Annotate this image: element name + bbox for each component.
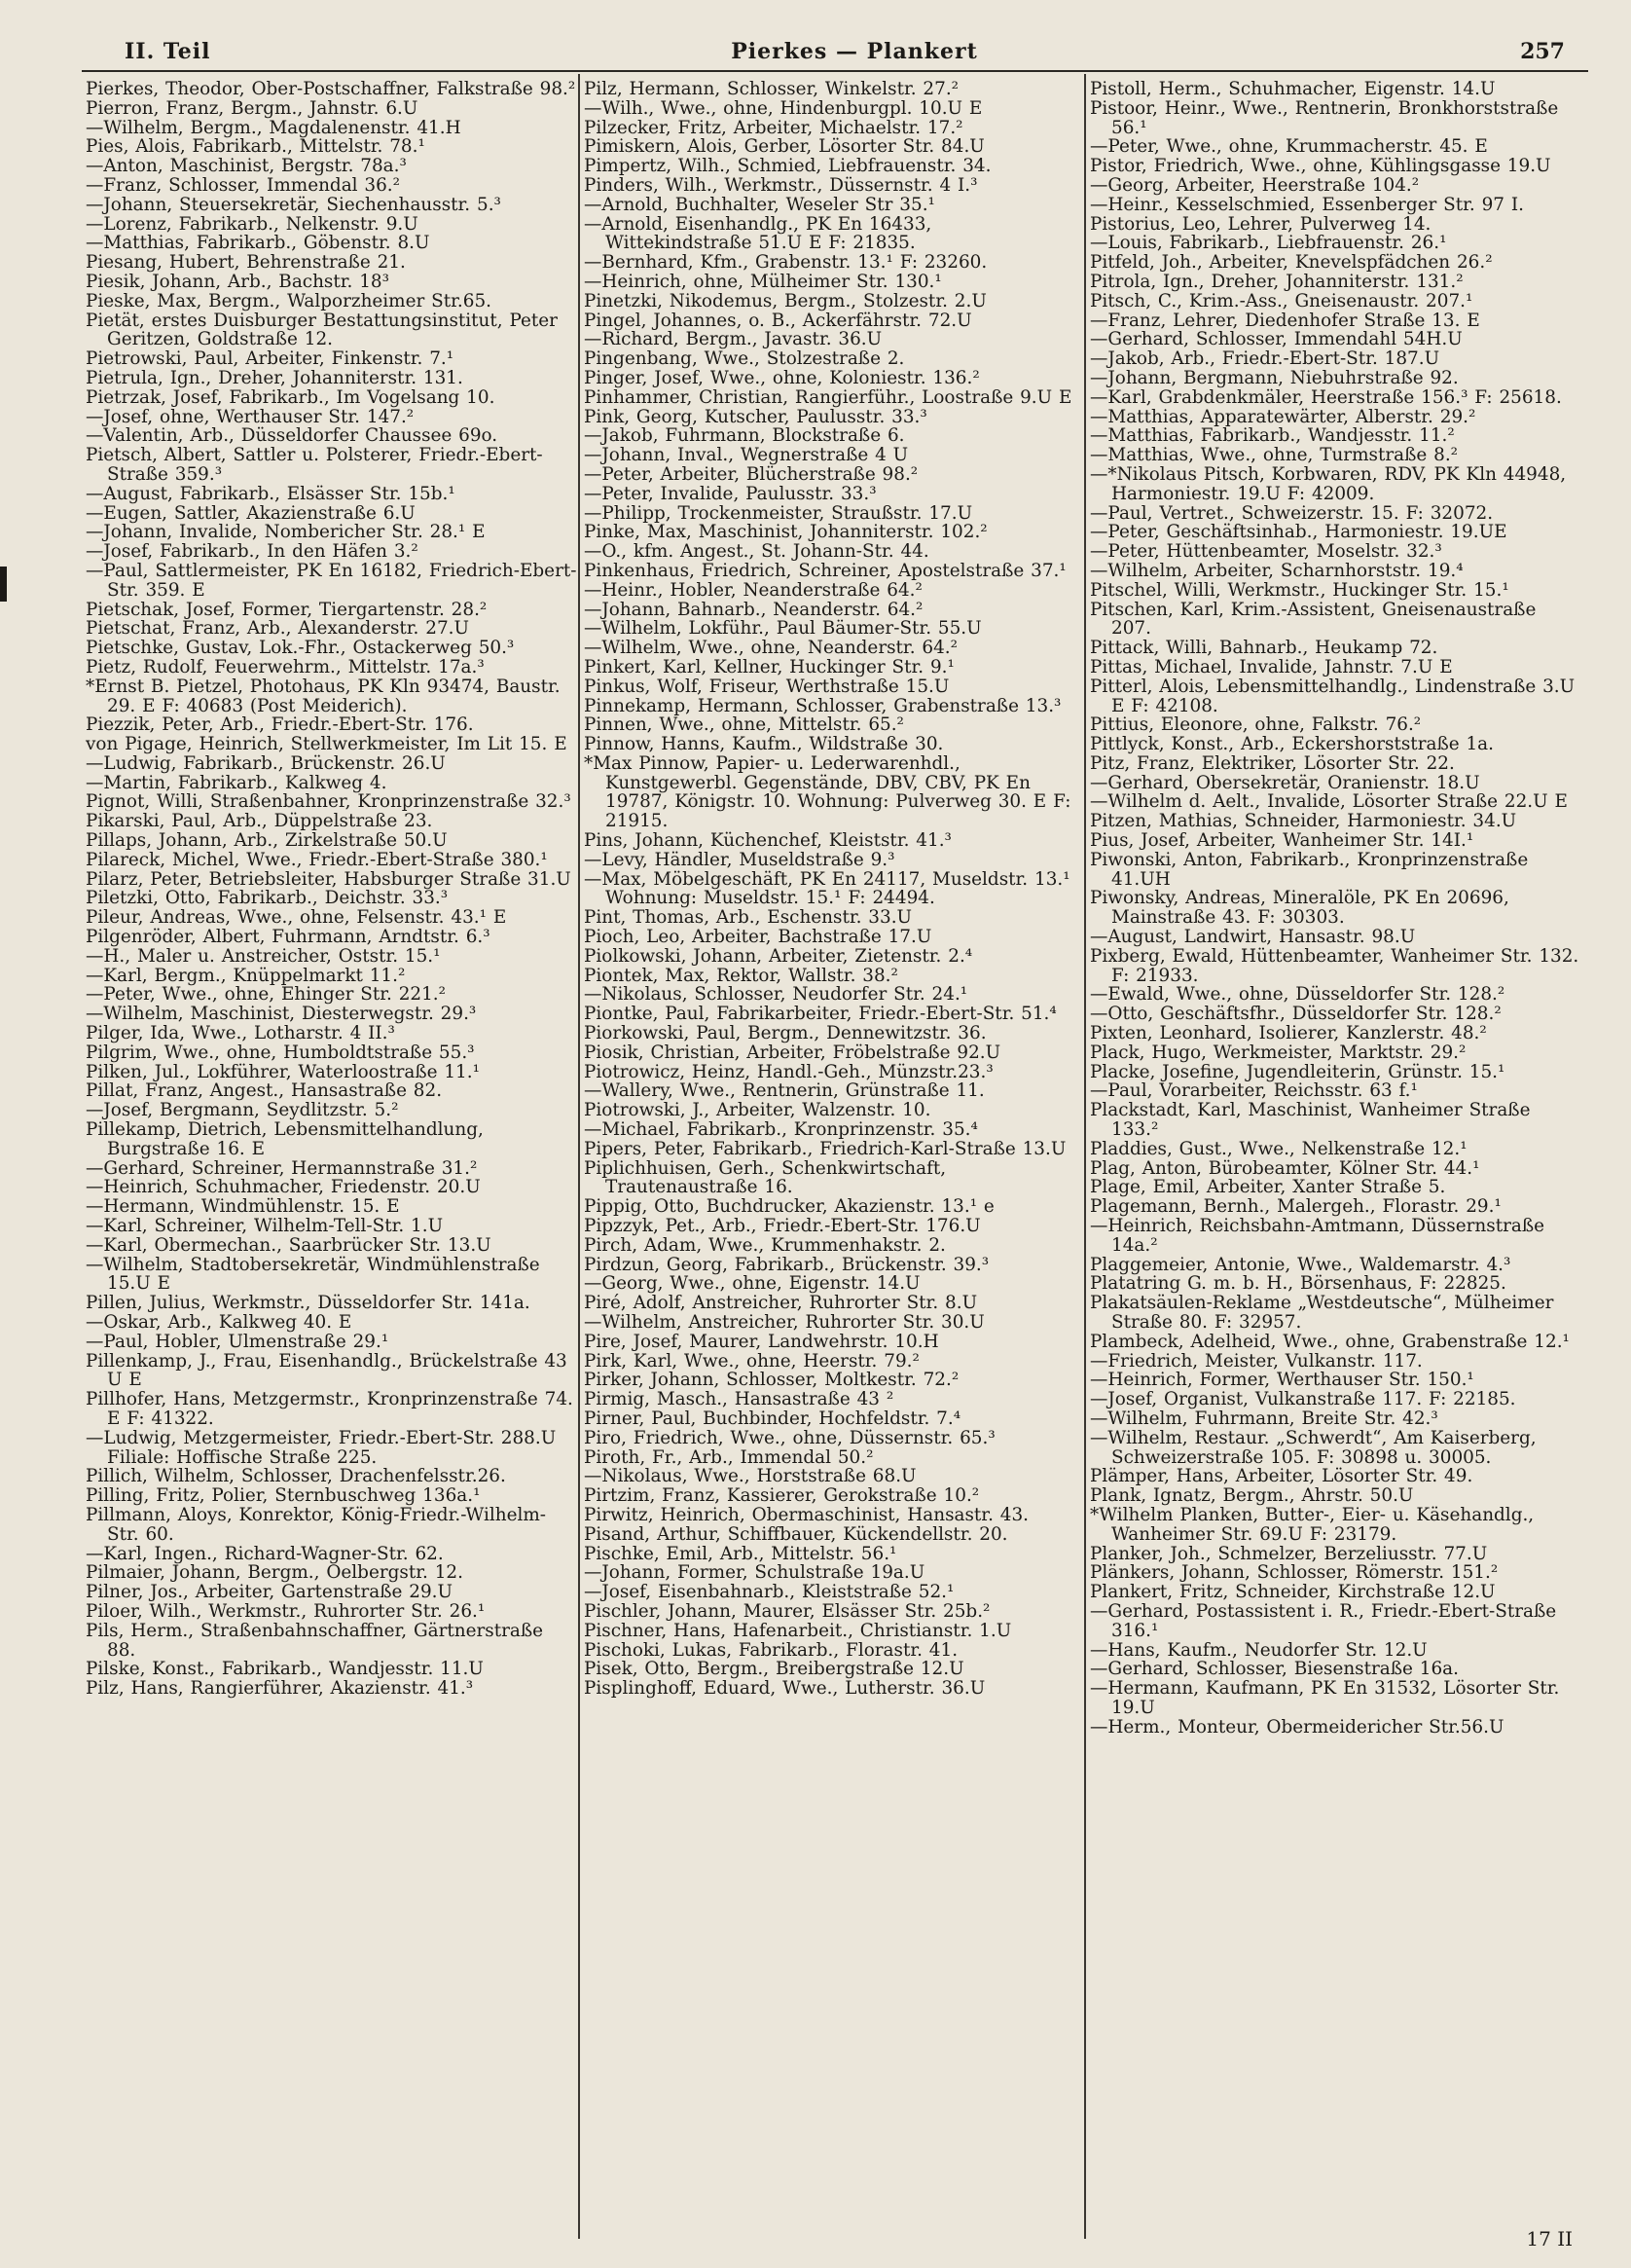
directory-entry: —Karl, Schreiner, Wilhelm-Tell-Str. 1.U [86,1216,444,1237]
directory-entry: Pitsch, C., Krim.-Ass., Gneisenaustr. 207.¹ [1090,290,1473,311]
directory-entry: Pilmaier, Johann, Bergm., Oelbergstr. 12. [86,1562,463,1584]
directory-entry: Pire, Josef, Maurer, Landwehrstr. 10.H [584,1331,939,1352]
directory-entry: —Franz, Schlosser, Immendal 36.² [86,174,401,196]
directory-entry: Pillekamp, Dietrich, Lebensmittelhandlung, Burgstraße 16. E [86,1119,484,1159]
directory-entry: Pittack, Willi, Bahnarb., Heukamp 72. [1090,638,1438,659]
directory-entry: Pittlyck, Konst., Arb., Eckershorststraße 1a. [1090,734,1494,755]
directory-entry: Pilgrim, Wwe., ohne, Humboldtstraße 55.³ [86,1042,475,1063]
directory-entry: Pins, Johann, Küchenchef, Kleiststr. 41.³ [584,830,952,852]
directory-entry: Piesang, Hubert, Behrenstraße 21. [86,252,406,274]
directory-entry: Pitschel, Willi, Werkmstr., Huckinger Str. 15.¹ [1090,579,1509,601]
directory-entry: Pillich, Wilhelm, Schlosser, Drachenfelsstr.26. [86,1466,506,1487]
directory-entry: Pinkert, Karl, Kellner, Huckinger Str. 9.¹ [584,656,955,677]
directory-entry: Piro, Friedrich, Wwe., ohne, Düssernstr. 65.³ [584,1427,996,1448]
directory-entry: —Wilhelm, Wwe., ohne, Neanderstr. 64.² [584,638,959,659]
directory-entry: Piotrowicz, Heinz, Handl.-Geh., Münzstr.23.³ [584,1061,994,1082]
directory-entry: Planker, Joh., Schmelzer, Berzeliusstr. 77.U [1090,1543,1488,1564]
directory-entry: Pitfeld, Joh., Arbeiter, Knevelspfädchen 26.² [1090,252,1493,274]
directory-entry: Pitz, Franz, Elektriker, Lösorter Str. 22. [1090,752,1455,774]
directory-entry: —Paul, Vertret., Schweizerstr. 15. F: 32072. [1090,502,1494,524]
directory-entry: Pietsch, Albert, Sattler u. Polsterer, Friedr.-Ebert-Straße 359.³ [86,445,543,485]
directory-entry: —Karl, Obermechan., Saarbrücker Str. 13.U [86,1234,491,1256]
directory-entry: Pies, Alois, Fabrikarb., Mittelstr. 78.¹ [86,136,425,158]
directory-entry: —Louis, Fabrikarb., Liebfrauenstr. 26.¹ [1090,233,1447,254]
directory-entry: Pitschen, Karl, Krim.-Assistent, Gneisenaustraße 207. [1090,599,1537,640]
directory-entry: Pinhammer, Christian, Rangierführ., Loostraße 9.U E [584,386,1072,408]
directory-entry: —Michael, Fabrikarb., Kronprinzenstr. 35.⁴ [584,1119,978,1141]
directory-entry: —Nikolaus, Schlosser, Neudorfer Str. 24.¹ [584,984,968,1006]
column-left [86,80,577,1699]
directory-entry: —Josef, Bergmann, Seydlitzstr. 5.² [86,1100,399,1121]
directory-entry: Pirk, Karl, Wwe., ohne, Heerstr. 79.² [584,1350,920,1372]
directory-entry: Piletzki, Otto, Fabrikarb., Deichstr. 33.³ [86,888,449,909]
directory-entry: —O., kfm. Angest., St. Johann-Str. 44. [584,541,929,563]
directory-entry: Pierkes, Theodor, Ober-Postschaffner, Falkstraße 98.² [86,79,576,99]
directory-entry: —Johann, Inval., Wegnerstraße 4 U [584,445,909,466]
directory-entry: —Eugen, Sattler, Akazienstraße 6.U [86,502,416,524]
directory-entry: —Gerhard, Schlosser, Immendahl 54H.U [1090,329,1463,350]
directory-entry: Pistoor, Heinr., Wwe., Rentnerin, Bronkhorststraße 56.¹ [1090,97,1559,138]
directory-entry: —August, Landwirt, Hansastr. 98.U [1090,927,1416,948]
directory-entry: Pierron, Franz, Bergm., Jahnstr. 6.U [86,97,418,119]
directory-entry: Piosik, Christian, Arbeiter, Fröbelstraße 92.U [584,1042,1001,1063]
directory-entry: *Max Pinnow, Papier- u. Lederwarenhdl., Kunstgewerbl. Gegenstände, DBV, CBV, PK En 19787, Königstr. 10. Wohnung: Pulverweg 30. E F: 21915. [584,752,1071,832]
directory-entry: —Georg, Arbeiter, Heerstraße 104.² [1090,174,1420,196]
directory-entry: —Otto, Geschäftsfhr., Düsseldorfer Str. 128.² [1090,1004,1502,1025]
directory-entry: Pischler, Johann, Maurer, Elsässer Str. 25b.² [584,1600,991,1622]
column-middle [584,80,1075,1699]
directory-entry: Plack, Hugo, Werkmeister, Marktstr. 29.² [1090,1042,1467,1063]
page-header [125,39,1584,74]
directory-entry: Piwonski, Anton, Fabrikarb., Kronprinzenstraße 41.UH [1090,849,1529,890]
directory-entry: —*Nikolaus Pitsch, Korbwaren, RDV, PK Kln 44948, Harmoniestr. 19.U F: 42009. [1090,463,1567,504]
directory-entry: Pisand, Arthur, Schiffbauer, Kückendellstr. 20. [584,1523,1008,1545]
directory-entry: Pillhofer, Hans, Metzgermstr., Kronprinzenstraße 74. E F: 41322. [86,1389,573,1429]
directory-entry: Pillat, Franz, Angest., Hansastraße 82. [86,1080,443,1102]
directory-entry: Pilz, Hans, Rangierführer, Akazienstr. 41.³ [86,1678,474,1700]
directory-entry: Pillen, Julius, Werkmstr., Düsseldorfer Str. 141a. [86,1293,530,1314]
column-divider [578,74,580,2239]
directory-entry: Pisplinghoff, Eduard, Wwe., Lutherstr. 36.U [584,1678,986,1700]
directory-entry: —Gerhard, Schreiner, Hermannstraße 31.² [86,1157,478,1179]
directory-entry: Pink, Georg, Kutscher, Paulusstr. 33.³ [584,406,927,427]
directory-entry: Pilken, Jul., Lokführer, Waterloostraße 11.¹ [86,1061,480,1082]
directory-entry: —Heinr., Kesselschmied, Essenberger Str. 97 I. [1090,194,1524,215]
directory-entry: —Richard, Bergm., Javastr. 36.U [584,329,883,350]
directory-entry: Piontek, Max, Rektor, Wallstr. 38.² [584,965,898,986]
directory-entry: —Wilhelm, Fuhrmann, Breite Str. 42.³ [1090,1408,1438,1429]
directory-entry: Pikarski, Paul, Arb., Düppelstraße 23. [86,811,433,832]
page-number: 257 [1520,39,1565,64]
directory-entry: —Herm., Monteur, Obermeidericher Str.56.U [1090,1716,1504,1738]
directory-entry: Pietschak, Josef, Former, Tiergartenstr. 28.² [86,599,488,620]
directory-entry: —Heinr., Hobler, Neanderstraße 64.² [584,579,923,601]
sheet-signature: 17 II [1526,2227,1573,2250]
directory-entry: —Peter, Geschäftsinhab., Harmoniestr. 19.UE [1090,522,1507,543]
directory-entry: —Ludwig, Fabrikarb., Brückenstr. 26.U [86,752,446,774]
directory-entry: —Heinrich, Reichsbahn-Amtmann, Düssernstraße 14a.² [1090,1216,1545,1256]
directory-entry: Pinnekamp, Hermann, Schlosser, Grabenstraße 13.³ [584,695,1062,716]
directory-entry: Pingenbang, Wwe., Stolzestraße 2. [584,348,905,370]
directory-entry: Placke, Josefine, Jugendleiterin, Grünstr. 15.¹ [1090,1061,1505,1082]
directory-entry: Pietrula, Ign., Dreher, Johanniterstr. 131. [86,367,463,388]
directory-entry: —Karl, Bergm., Knüppelmarkt 11.² [86,965,406,986]
directory-entry: —Peter, Hüttenbeamter, Moselstr. 32.³ [1090,541,1442,563]
directory-entry: Pinders, Wilh., Werkmstr., Düssernstr. 4 I.³ [584,174,978,196]
directory-entry: Piorkowski, Paul, Bergm., Dennewitzstr. 36. [584,1023,987,1044]
directory-entry: —Gerhard, Schlosser, Biesenstraße 16a. [1090,1659,1459,1680]
directory-entry: —Matthias, Fabrikarb., Wandjesstr. 11.² [1090,425,1455,447]
directory-entry: —Peter, Invalide, Paulusstr. 33.³ [584,483,877,504]
directory-entry: —Wallery, Wwe., Rentnerin, Grünstraße 11. [584,1080,985,1102]
directory-entry: Pinnen, Wwe., ohne, Mittelstr. 65.² [584,714,904,736]
directory-entry: —Peter, Wwe., ohne, Ehinger Str. 221.² [86,984,447,1006]
directory-entry: Pinnow, Hanns, Kaufm., Wildstraße 30. [584,734,944,755]
directory-entry: Plambeck, Adelheid, Wwe., ohne, Grabenstraße 12.¹ [1090,1331,1570,1352]
directory-entry: Pileur, Andreas, Wwe., ohne, Felsenstr. 43.¹ E [86,907,507,929]
directory-entry: —Gerhard, Postassistent i. R., Friedr.-Ebert-Straße 316.¹ [1090,1600,1557,1641]
directory-entry: Pieske, Max, Bergm., Walporzheimer Str.65. [86,290,491,311]
directory-entry: —Levy, Händler, Museldstraße 9.³ [584,849,895,870]
directory-entry: Platatring G. m. b. H., Börsenhaus, F: 22825. [1090,1273,1506,1295]
directory-entry: —Paul, Sattlermeister, PK En 16182, Friedrich-Ebert-Str. 359. E [86,560,577,601]
directory-entry: —Georg, Wwe., ohne, Eigenstr. 14.U [584,1273,921,1295]
column-right [1090,80,1581,1738]
directory-entry: —Oskar, Arb., Kalkweg 40. E [86,1312,352,1333]
directory-entry: Piontke, Paul, Fabrikarbeiter, Friedr.-Ebert-Str. 51.⁴ [584,1004,1057,1025]
directory-entry: —Paul, Vorarbeiter, Reichsstr. 63 f.¹ [1090,1080,1418,1102]
directory-entry: Pixberg, Ewald, Hüttenbeamter, Wanheimer Str. 132. F: 21933. [1090,945,1579,986]
directory-entry: Pipers, Peter, Fabrikarb., Friedrich-Karl-Straße 13.U [584,1138,1067,1159]
directory-entry: —Karl, Grabdenkmäler, Heerstraße 156.³ F: 25618. [1090,386,1562,408]
directory-entry: —Wilhelm, Maschinist, Diesterwegstr. 29.³ [86,1004,477,1025]
directory-entry: Pitrola, Ign., Dreher, Johanniterstr. 131.² [1090,271,1464,292]
directory-entry: —Matthias, Apparatewärter, Alberstr. 29.² [1090,406,1476,427]
directory-entry: —Ludwig, Metzgermeister, Friedr.-Ebert-Str. 288.U Filiale: Hoffische Straße 225. [86,1427,557,1468]
directory-entry: —Valentin, Arb., Düsseldorfer Chaussee 69o. [86,425,498,447]
directory-entry: Pils, Herm., Straßenbahnschaffner, Gärtnerstraße 88. [86,1620,544,1661]
directory-entry: —Peter, Arbeiter, Blücherstraße 98.² [584,463,919,485]
directory-entry: —Paul, Hobler, Ulmenstraße 29.¹ [86,1331,389,1352]
directory-entry: Pirdzun, Georg, Fabrikarb., Brückenstr. 39.³ [584,1254,990,1275]
directory-entry: Pirmig, Masch., Hansastraße 43 ² [584,1389,894,1410]
directory-entry: —Heinrich, Schuhmacher, Friedenstr. 20.U [86,1177,481,1198]
directory-entry: Pingel, Johannes, o. B., Ackerfährstr. 72.U [584,310,972,331]
directory-entry: —Matthias, Fabrikarb., Göbenstr. 8.U [86,233,430,254]
directory-entry: —Friedrich, Meister, Vulkanstr. 117. [1090,1350,1423,1372]
directory-entry: —Wilh., Wwe., ohne, Hindenburgpl. 10.U E [584,97,983,119]
directory-entry: Pietschat, Franz, Arb., Alexanderstr. 27.U [86,618,469,640]
directory-entry: Pirch, Adam, Wwe., Krummenhakstr. 2. [584,1234,946,1256]
directory-entry: Pisek, Otto, Bergm., Breibergstraße 12.U [584,1659,964,1680]
directory-entry: Pilger, Ida, Wwe., Lotharstr. 4 II.³ [86,1023,395,1044]
directory-entry: —Wilhelm, Restaur. „Schwerdt“, Am Kaiserberg, Schweizerstraße 105. F: 30898 u. 30005. [1090,1427,1537,1468]
directory-entry: —Hans, Kaufm., Neudorfer Str. 12.U [1090,1639,1428,1661]
directory-entry: —Wilhelm, Bergm., Magdalenenstr. 41.H [86,117,461,138]
directory-entry: Pillenkamp, J., Frau, Eisenhandlg., Brückelstraße 43 U E [86,1350,567,1391]
directory-entry: Piroth, Fr., Arb., Immendal 50.² [584,1446,874,1468]
directory-entry: —Wilhelm, Anstreicher, Ruhrorter Str. 30.U [584,1312,985,1333]
directory-entry: Plage, Emil, Arbeiter, Xanter Straße 5. [1090,1177,1446,1198]
directory-entry: Pistor, Friedrich, Wwe., ohne, Kühlingsgasse 19.U [1090,156,1551,177]
directory-entry: Plagemann, Bernh., Malergeh., Florastr. 29.¹ [1090,1196,1502,1218]
directory-entry: von Pigage, Heinrich, Stellwerkmeister, Im Lit 15. E [86,734,567,755]
directory-entry: Piotrowski, J., Arbeiter, Walzenstr. 10. [584,1100,931,1121]
directory-entry: —Johann, Invalide, Nombericher Str. 28.¹ E [86,522,486,543]
directory-entry: —Franz, Lehrer, Diedenhofer Straße 13. E [1090,310,1480,331]
directory-entry: Pietschke, Gustav, Lok.-Fhr., Ostackerweg 50.³ [86,638,515,659]
directory-entry: —Arnold, Buchhalter, Weseler Str 35.¹ [584,194,935,215]
directory-entry: Pladdies, Gust., Wwe., Nelkenstraße 12.¹ [1090,1138,1468,1159]
directory-entry: —Karl, Ingen., Richard-Wagner-Str. 62. [86,1543,444,1564]
directory-entry: —August, Fabrikarb., Elsässer Str. 15b.¹ [86,483,455,504]
directory-entry: —Johann, Steuersekretär, Siechenhausstr. 5.³ [86,194,501,215]
directory-entry: Pirwitz, Heinrich, Obermaschinist, Hansastr. 43. [584,1504,1030,1525]
directory-entry: *Ernst B. Pietzel, Photohaus, PK Kln 93474, Baustr. 29. E F: 40683 (Post Meiderich). [86,676,561,716]
directory-entry: Plaggemeier, Antonie, Wwe., Waldemarstr. 4.³ [1090,1254,1511,1275]
directory-entry: —Jakob, Arb., Friedr.-Ebert-Str. 187.U [1090,348,1440,370]
directory-entry: Pignot, Willi, Straßenbahner, Kronprinzenstraße 32.³ [86,791,571,813]
directory-entry: —Josef, Eisenbahnarb., Kleiststraße 52.¹ [584,1582,955,1603]
directory-entry: Pinkenhaus, Friedrich, Schreiner, Apostelstraße 37.¹ [584,560,1067,581]
header-rule [82,70,1588,72]
directory-entry: —Wilhelm d. Aelt., Invalide, Lösorter Straße 22.U E [1090,791,1568,813]
directory-entry: —Ewald, Wwe., ohne, Düsseldorfer Str. 128.² [1090,984,1505,1006]
directory-entry: —Heinrich, ohne, Mülheimer Str. 130.¹ [584,271,942,292]
directory-entry: —Wilhelm, Lokführ., Paul Bäumer-Str. 55.U [584,618,982,640]
directory-entry: —Philipp, Trockenmeister, Straußstr. 17.U [584,502,973,524]
directory-entry: Pischner, Hans, Hafenarbeit., Christianstr. 1.U [584,1620,1012,1641]
directory-entry: Pilner, Jos., Arbeiter, Gartenstraße 29.U [86,1582,453,1603]
directory-entry: —Arnold, Eisenhandlg., PK En 16433, Wittekindstraße 51.U E F: 21835. [584,213,932,254]
directory-entry: —Max, Möbelgeschäft, PK En 24117, Museldstr. 13.¹ Wohnung: Museldstr. 15.¹ F: 24494. [584,868,1070,909]
directory-entry: Pilzecker, Fritz, Arbeiter, Michaelstr. 17.² [584,117,963,138]
directory-entry: —Josef, ohne, Werthauser Str. 147.² [86,406,415,427]
directory-entry: Pilgenröder, Albert, Fuhrmann, Arndtstr. 6.³ [86,927,490,948]
directory-entry: Piolkowski, Johann, Arbeiter, Zietenstr. 2.⁴ [584,945,973,967]
directory-entry: Pittas, Michael, Invalide, Jahnstr. 7.U E [1090,656,1453,677]
directory-entry: Pirker, Johann, Schlosser, Moltkestr. 72.² [584,1370,960,1391]
directory-entry: Pilz, Hermann, Schlosser, Winkelstr. 27.² [584,79,960,99]
directory-entry: Pippig, Otto, Buchdrucker, Akazienstr. 13.¹ e [584,1196,995,1218]
directory-entry: —Peter, Wwe., ohne, Krummacherstr. 45. E [1090,136,1488,158]
directory-entry: Plank, Ignatz, Bergm., Ahrstr. 50.U [1090,1485,1414,1507]
directory-entry: —Josef, Fabrikarb., In den Häfen 3.² [86,541,418,563]
name-range: Pierkes — Plankert [731,39,978,64]
section-label: II. Teil [125,39,211,64]
directory-entry: —Matthias, Wwe., ohne, Turmstraße 8.² [1090,445,1459,466]
directory-entry: Pinke, Max, Maschinist, Johanniterstr. 102.² [584,522,988,543]
directory-entry: Pitterl, Alois, Lebensmittelhandlg., Lindenstraße 3.U E F: 42108. [1090,676,1576,716]
directory-entry: Pinger, Josef, Wwe., ohne, Koloniestr. 136.² [584,367,980,388]
directory-entry: Pinetzki, Nikodemus, Bergm., Stolzestr. 2.U [584,290,987,311]
directory-entry: Pilske, Konst., Fabrikarb., Wandjesstr. 11.U [86,1659,484,1680]
directory-entry: Piplichhuisen, Gerh., Schenkwirtschaft, Trautenaustraße 16. [584,1157,947,1198]
directory-entry: Plänkers, Johann, Schlosser, Römerstr. 151.² [1090,1562,1499,1584]
directory-entry: Pischoki, Lukas, Fabrikarb., Florastr. 41. [584,1639,959,1661]
directory-entry: —Martin, Fabrikarb., Kalkweg 4. [86,772,387,793]
directory-entry: —Bernhard, Kfm., Grabenstr. 13.¹ F: 23260. [584,252,988,274]
directory-entry: Piwonsky, Andreas, Mineralöle, PK En 20696, Mainstraße 43. F: 30303. [1090,888,1509,929]
directory-entry: Pinkus, Wolf, Friseur, Werthstraße 15.U [584,676,950,697]
directory-entry: Pimpertz, Wilh., Schmied, Liebfrauenstr. 34. [584,156,992,177]
directory-entry: —Jakob, Fuhrmann, Blockstraße 6. [584,425,905,447]
directory-entry: Pillaps, Johann, Arb., Zirkelstraße 50.U [86,830,448,852]
directory-entry: Plakatsäulen-Reklame „Westdeutsche“, Mülheimer Straße 80. F: 32957. [1090,1293,1554,1333]
directory-entry: Pioch, Leo, Arbeiter, Bachstraße 17.U [584,927,932,948]
directory-entry: Pietrowski, Paul, Arbeiter, Finkenstr. 7.¹ [86,348,454,370]
directory-entry: Pietz, Rudolf, Feuerwehrm., Mittelstr. 17a.³ [86,656,485,677]
directory-entry: Piloer, Wilh., Werkmstr., Ruhrorter Str. 26.¹ [86,1600,486,1622]
directory-entry: —Wilhelm, Stadtobersekretär, Windmühlenstraße 15.U E [86,1254,540,1295]
directory-entry: —Gerhard, Obersekretär, Oranienstr. 18.U [1090,772,1480,793]
directory-entry: Plämper, Hans, Arbeiter, Lösorter Str. 49. [1090,1466,1473,1487]
column-divider [1084,74,1086,2239]
directory-entry: Plag, Anton, Bürobeamter, Kölner Str. 44.¹ [1090,1157,1480,1179]
directory-entry: Piezzik, Peter, Arb., Friedr.-Ebert-Str. 176. [86,714,474,736]
directory-entry: *Wilhelm Planken, Butter-, Eier- u. Käsehandlg., Wanheimer Str. 69.U F: 23179. [1090,1504,1535,1545]
directory-entry: —Heinrich, Former, Werthauser Str. 150.¹ [1090,1370,1474,1391]
directory-entry: Pietrzak, Josef, Fabrikarb., Im Vogelsang 10. [86,386,495,408]
directory-entry: —Anton, Maschinist, Bergstr. 78a.³ [86,156,407,177]
directory-entry: Pimiskern, Alois, Gerber, Lösorter Str. 84.U [584,136,985,158]
directory-entry: Pirner, Paul, Buchbinder, Hochfeldstr. 7.⁴ [584,1408,961,1429]
directory-entry: —Johann, Former, Schulstraße 19a.U [584,1562,925,1584]
directory-entry: —Lorenz, Fabrikarb., Nelkenstr. 9.U [86,213,418,235]
directory-entry: Pint, Thomas, Arb., Eschenstr. 33.U [584,907,913,929]
directory-entry: Pilarz, Peter, Betriebsleiter, Habsburger Straße 31.U [86,868,571,890]
directory-entry: Pius, Josef, Arbeiter, Wanheimer Str. 14I.¹ [1090,830,1474,852]
directory-entry: Plankert, Fritz, Schneider, Kirchstraße 12.U [1090,1582,1496,1603]
directory-entry: Pistorius, Leo, Lehrer, Pulverweg 14. [1090,213,1432,235]
directory-entry: Pillmann, Aloys, Konrektor, König-Friedr.-Wilhelm-Str. 60. [86,1504,547,1545]
scan-margin-mark [0,567,7,602]
directory-entry: —Josef, Organist, Vulkanstraße 117. F: 22185. [1090,1389,1516,1410]
directory-entry: Pilling, Fritz, Polier, Sternbuschweg 136a.¹ [86,1485,481,1507]
directory-entry: Pipzzyk, Pet., Arb., Friedr.-Ebert-Str. 176.U [584,1216,981,1237]
directory-entry: —H., Maler u. Anstreicher, Oststr. 15.¹ [86,945,441,967]
directory-entry: Pittius, Eleonore, ohne, Falkstr. 76.² [1090,714,1422,736]
directory-entry: —Hermann, Kaufmann, PK En 31532, Lösorter Str. 19.U [1090,1678,1560,1718]
directory-entry: Piesik, Johann, Arb., Bachstr. 18³ [86,271,389,292]
directory-entry: —Johann, Bahnarb., Neanderstr. 64.² [584,599,924,620]
directory-entry: Piré, Adolf, Anstreicher, Ruhrorter Str. 8.U [584,1293,978,1314]
directory-entry: —Nikolaus, Wwe., Horststraße 68.U [584,1466,917,1487]
directory-entry: —Wilhelm, Arbeiter, Scharnhorststr. 19.⁴ [1090,560,1464,581]
directory-entry: Pietät, erstes Duisburger Bestattungsinstitut, Peter Geritzen, Goldstraße 12. [86,310,558,350]
directory-entry: —Johann, Bergmann, Niebuhrstraße 92. [1090,367,1459,388]
directory-entry: Pistoll, Herm., Schuhmacher, Eigenstr. 14.U [1090,79,1496,99]
directory-entry: Pirtzim, Franz, Kassierer, Gerokstraße 10.² [584,1485,980,1507]
directory-entry: Plackstadt, Karl, Maschinist, Wanheimer Straße 133.² [1090,1100,1531,1141]
directory-entry: Pischke, Emil, Arb., Mittelstr. 56.¹ [584,1543,897,1564]
directory-entry: Pixten, Leonhard, Isolierer, Kanzlerstr. 48.² [1090,1023,1487,1044]
directory-entry: Pilareck, Michel, Wwe., Friedr.-Ebert-Straße 380.¹ [86,849,548,870]
directory-entry: Pitzen, Mathias, Schneider, Harmoniestr. 34.U [1090,811,1517,832]
directory-entry: —Hermann, Windmühlenstr. 15. E [86,1196,400,1218]
